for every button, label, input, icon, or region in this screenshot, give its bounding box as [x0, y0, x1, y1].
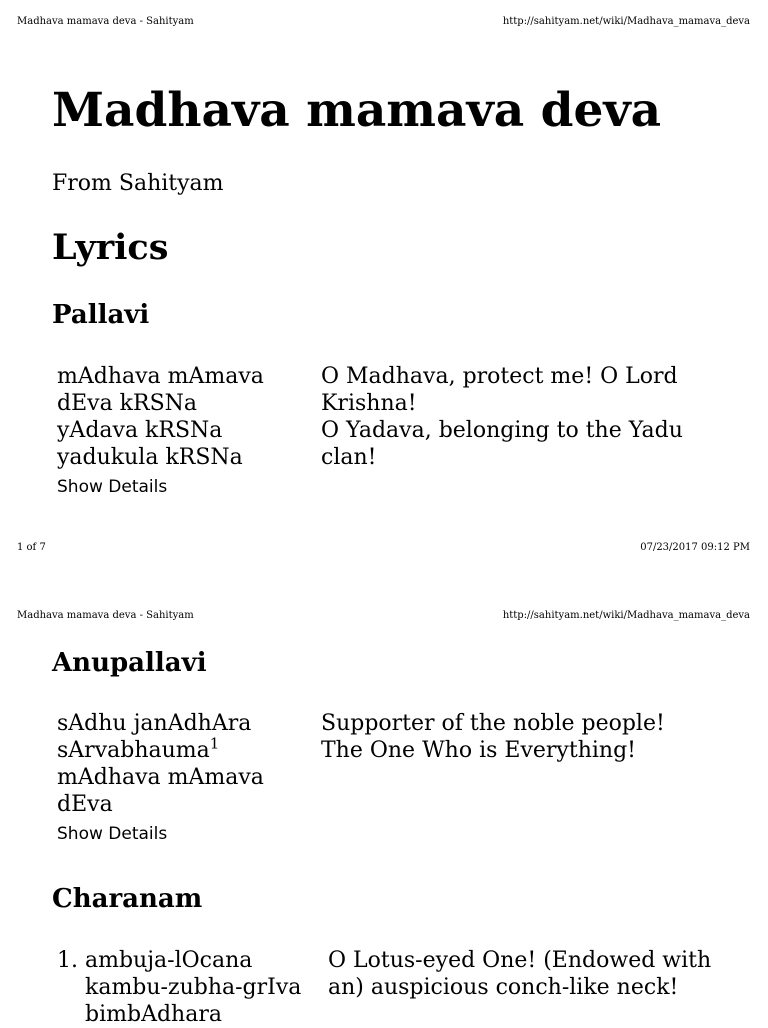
lyric-line: dEva kRSNa: [57, 391, 198, 416]
page-header-title: Madhava mamava deva - Sahityam: [17, 16, 194, 27]
page-subtitle: From Sahityam: [52, 171, 224, 196]
charanam-number: 1.: [57, 948, 78, 973]
page-header-url: http://sahityam.net/wiki/Madhava_mamava_deva: [502, 16, 750, 27]
lyric-line: dEva: [57, 792, 113, 817]
pallavi-heading: Pallavi: [52, 300, 150, 330]
page-header-title: Madhava mamava deva - Sahityam: [17, 610, 194, 621]
show-details-link[interactable]: Show Details: [57, 824, 168, 844]
lyric-text: sArvabhauma: [57, 738, 210, 763]
translation-line: The One Who is Everything!: [321, 738, 637, 763]
lyric-line: ambuja-lOcana: [85, 948, 253, 973]
lyric-line: mAdhava mAmava: [57, 765, 264, 790]
charanam-heading: Charanam: [52, 884, 203, 914]
pallavi-translation: [321, 363, 721, 471]
lyric-line: mAdhava mAmava: [57, 364, 264, 389]
lyric-line: [57, 734, 307, 764]
page-title: Madhava mamava deva: [52, 83, 662, 138]
page-footer-timestamp: 07/23/2017 09:12 PM: [640, 542, 750, 553]
page-header-url: http://sahityam.net/wiki/Madhava_mamava_deva: [502, 610, 750, 621]
lyric-line: sAdhu janAdhAra: [57, 711, 252, 736]
lyrics-heading: Lyrics: [52, 227, 169, 268]
anupallavi-translation: [321, 710, 741, 764]
charanam-lyrics: [85, 947, 325, 1028]
charanam-translation: O Lotus-eyed One! (Endowed with an) auspicious conch-like neck!: [328, 948, 712, 1000]
translation-line: Supporter of the noble people!: [321, 711, 665, 736]
pallavi-lyrics: [57, 363, 307, 498]
lyric-line: bimbAdhara: [85, 1002, 222, 1027]
show-details-link[interactable]: Show Details: [57, 477, 168, 497]
translation-line: O Madhava, protect me! O Lord Krishna!: [321, 364, 678, 416]
anupallavi-heading: Anupallavi: [52, 648, 207, 678]
anupallavi-lyrics: [57, 710, 307, 845]
translation-line: O Yadava, belonging to the Yadu clan!: [321, 418, 683, 470]
lyric-line: yadukula kRSNa: [57, 445, 243, 470]
footnote-marker[interactable]: 1: [209, 734, 220, 753]
page-footer-count: 1 of 7: [17, 542, 46, 553]
lyric-line: kambu-zubha-grIva: [85, 975, 302, 1000]
lyric-line: yAdava kRSNa: [57, 418, 223, 443]
